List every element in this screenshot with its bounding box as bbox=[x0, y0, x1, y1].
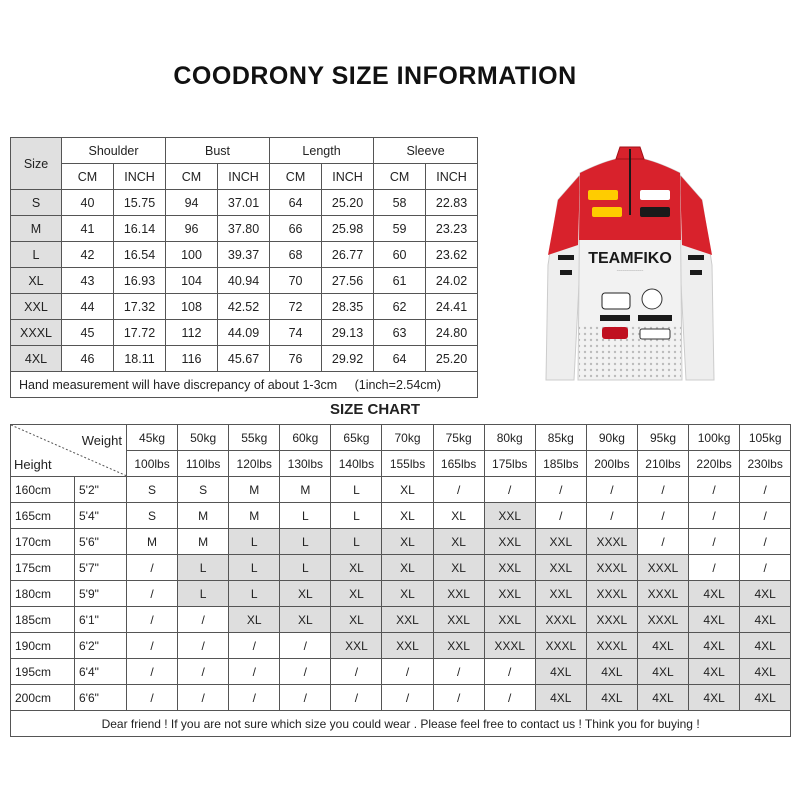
height-ft-cell: 5'2" bbox=[75, 477, 127, 503]
measurement-cell: 63 bbox=[374, 320, 426, 346]
weight-lbs-header: 165lbs bbox=[433, 451, 484, 477]
measurement-cell: 29.92 bbox=[322, 346, 374, 372]
size-row bbox=[11, 242, 478, 268]
size-label-cell: XXXL bbox=[11, 320, 62, 346]
measurement-cell: 22.83 bbox=[426, 190, 478, 216]
measurement-cell: 72 bbox=[270, 294, 322, 320]
size-row bbox=[11, 268, 478, 294]
size-label-cell: XL bbox=[11, 268, 62, 294]
size-recommendation-cell: / bbox=[740, 529, 791, 555]
height-ft-cell: 6'2" bbox=[75, 633, 127, 659]
weight-lbs-header: 230lbs bbox=[740, 451, 791, 477]
height-ft-cell: 6'1" bbox=[75, 607, 127, 633]
measurement-cell: 16.14 bbox=[114, 216, 166, 242]
measurement-cell: 45.67 bbox=[218, 346, 270, 372]
measurement-cell: 60 bbox=[374, 242, 426, 268]
size-info-table bbox=[10, 137, 478, 398]
size-recommendation-cell: XXL bbox=[382, 633, 433, 659]
measurement-cell: 44.09 bbox=[218, 320, 270, 346]
height-cm-cell: 165cm bbox=[11, 503, 75, 529]
size-recommendation-cell: / bbox=[535, 503, 586, 529]
size-recommendation-cell: / bbox=[127, 659, 178, 685]
size-recommendation-cell: XXL bbox=[433, 607, 484, 633]
size-recommendation-cell: 4XL bbox=[586, 659, 637, 685]
size-recommendation-cell: / bbox=[535, 477, 586, 503]
measurement-cell: 23.62 bbox=[426, 242, 478, 268]
jersey-brand: TEAMFIKO bbox=[588, 250, 672, 267]
size-recommendation-cell: L bbox=[280, 503, 331, 529]
size-label-cell: M bbox=[11, 216, 62, 242]
measurement-cell: 76 bbox=[270, 346, 322, 372]
size-recommendation-cell: 4XL bbox=[740, 659, 791, 685]
size-recommendation-cell: / bbox=[178, 633, 229, 659]
measurement-cell: 74 bbox=[270, 320, 322, 346]
size-recommendation-cell: XXL bbox=[382, 607, 433, 633]
size-recommendation-cell: XL bbox=[433, 529, 484, 555]
measurement-cell: 108 bbox=[166, 294, 218, 320]
height-cm-cell: 190cm bbox=[11, 633, 75, 659]
height-row bbox=[11, 633, 791, 659]
size-row bbox=[11, 294, 478, 320]
size-recommendation-cell: L bbox=[280, 529, 331, 555]
height-cm-cell: 180cm bbox=[11, 581, 75, 607]
size-recommendation-cell: / bbox=[229, 685, 280, 711]
unit-header: CM bbox=[62, 164, 114, 190]
measurement-cell: 26.77 bbox=[322, 242, 374, 268]
size-recommendation-cell: / bbox=[637, 503, 688, 529]
unit-header-row bbox=[11, 164, 478, 190]
height-cm-cell: 200cm bbox=[11, 685, 75, 711]
height-cm-cell: 185cm bbox=[11, 607, 75, 633]
size-recommendation-cell: 4XL bbox=[689, 633, 740, 659]
size-recommendation-cell: / bbox=[178, 659, 229, 685]
measurement-cell: 18.11 bbox=[114, 346, 166, 372]
size-recommendation-cell: / bbox=[127, 607, 178, 633]
size-recommendation-cell: / bbox=[689, 503, 740, 529]
measurement-cell: 64 bbox=[374, 346, 426, 372]
weight-height-corner bbox=[11, 425, 127, 477]
size-chart-table bbox=[10, 424, 791, 737]
measure-group-header: Sleeve bbox=[374, 138, 478, 164]
footer-row bbox=[11, 711, 791, 737]
measurement-cell: 24.02 bbox=[426, 268, 478, 294]
size-recommendation-cell: / bbox=[637, 529, 688, 555]
size-label-cell: XXL bbox=[11, 294, 62, 320]
size-recommendation-cell: / bbox=[740, 503, 791, 529]
size-recommendation-cell: XXXL bbox=[535, 607, 586, 633]
weight-lbs-header: 140lbs bbox=[331, 451, 382, 477]
size-recommendation-cell: / bbox=[484, 685, 535, 711]
size-recommendation-cell: / bbox=[484, 477, 535, 503]
measurement-cell: 59 bbox=[374, 216, 426, 242]
size-recommendation-cell: / bbox=[229, 633, 280, 659]
measurement-cell: 29.13 bbox=[322, 320, 374, 346]
weight-kg-header: 90kg bbox=[586, 425, 637, 451]
measurement-cell: 42.52 bbox=[218, 294, 270, 320]
measurement-cell: 45 bbox=[62, 320, 114, 346]
size-recommendation-cell: XL bbox=[433, 503, 484, 529]
measurement-cell: 62 bbox=[374, 294, 426, 320]
measurement-cell: 39.37 bbox=[218, 242, 270, 268]
size-row bbox=[11, 346, 478, 372]
size-recommendation-cell: 4XL bbox=[637, 633, 688, 659]
measurement-cell: 24.41 bbox=[426, 294, 478, 320]
measurement-cell: 44 bbox=[62, 294, 114, 320]
weight-lbs-header: 120lbs bbox=[229, 451, 280, 477]
size-recommendation-cell: XXL bbox=[535, 555, 586, 581]
measurement-cell: 100 bbox=[166, 242, 218, 268]
size-recommendation-cell: XXL bbox=[535, 581, 586, 607]
size-recommendation-cell: XL bbox=[382, 555, 433, 581]
size-recommendation-cell: L bbox=[178, 581, 229, 607]
size-recommendation-cell: L bbox=[280, 555, 331, 581]
size-recommendation-cell: 4XL bbox=[689, 685, 740, 711]
spacer bbox=[337, 378, 354, 392]
size-recommendation-cell: XL bbox=[331, 555, 382, 581]
measurement-cell: 25.20 bbox=[322, 190, 374, 216]
weight-lbs-row bbox=[11, 451, 791, 477]
height-row bbox=[11, 477, 791, 503]
size-recommendation-cell: 4XL bbox=[535, 659, 586, 685]
weight-kg-header: 85kg bbox=[535, 425, 586, 451]
size-recommendation-cell: XXXL bbox=[637, 607, 688, 633]
size-row bbox=[11, 216, 478, 242]
size-recommendation-cell: M bbox=[178, 529, 229, 555]
size-recommendation-cell: XXXL bbox=[586, 607, 637, 633]
weight-lbs-header: 130lbs bbox=[280, 451, 331, 477]
measurement-cell: 28.35 bbox=[322, 294, 374, 320]
size-recommendation-cell: S bbox=[178, 477, 229, 503]
height-cm-cell: 175cm bbox=[11, 555, 75, 581]
height-row bbox=[11, 555, 791, 581]
note-row bbox=[11, 372, 478, 398]
weight-kg-header: 105kg bbox=[740, 425, 791, 451]
size-recommendation-cell: XL bbox=[331, 607, 382, 633]
unit-header: CM bbox=[166, 164, 218, 190]
height-row bbox=[11, 529, 791, 555]
measure-group-header: Length bbox=[270, 138, 374, 164]
unit-header: CM bbox=[270, 164, 322, 190]
size-recommendation-cell: / bbox=[178, 607, 229, 633]
measurement-cell: 40 bbox=[62, 190, 114, 216]
size-recommendation-cell: M bbox=[229, 477, 280, 503]
size-chart-title: SIZE CHART bbox=[330, 401, 420, 418]
measurement-cell: 112 bbox=[166, 320, 218, 346]
footer-message: Dear friend ! If you are not sure which size you could wear . Please feel free to contact us ! Think you for buying ! bbox=[11, 711, 791, 737]
unit-header: INCH bbox=[114, 164, 166, 190]
height-ft-cell: 5'7" bbox=[75, 555, 127, 581]
weight-kg-header: 50kg bbox=[178, 425, 229, 451]
size-recommendation-cell: L bbox=[331, 477, 382, 503]
page-title: COODRONY SIZE INFORMATION bbox=[173, 62, 577, 90]
size-recommendation-cell: / bbox=[127, 581, 178, 607]
size-recommendation-cell: XL bbox=[382, 477, 433, 503]
weight-lbs-header: 175lbs bbox=[484, 451, 535, 477]
size-recommendation-cell: M bbox=[280, 477, 331, 503]
size-label-cell: S bbox=[11, 190, 62, 216]
size-recommendation-cell: XXL bbox=[331, 633, 382, 659]
weight-lbs-header: 185lbs bbox=[535, 451, 586, 477]
size-recommendation-cell: XL bbox=[331, 581, 382, 607]
weight-kg-header: 95kg bbox=[637, 425, 688, 451]
measurement-cell: 17.32 bbox=[114, 294, 166, 320]
weight-kg-header: 80kg bbox=[484, 425, 535, 451]
size-recommendation-cell: / bbox=[689, 477, 740, 503]
height-row bbox=[11, 607, 791, 633]
height-cm-cell: 195cm bbox=[11, 659, 75, 685]
size-recommendation-cell: / bbox=[127, 555, 178, 581]
size-recommendation-cell: / bbox=[433, 659, 484, 685]
size-recommendation-cell: XXXL bbox=[586, 633, 637, 659]
unit-header: INCH bbox=[218, 164, 270, 190]
measurement-cell: 27.56 bbox=[322, 268, 374, 294]
size-recommendation-cell: XXXL bbox=[586, 581, 637, 607]
measurement-note-cell bbox=[11, 372, 478, 398]
weight-kg-header: 70kg bbox=[382, 425, 433, 451]
size-recommendation-cell: 4XL bbox=[535, 685, 586, 711]
height-row bbox=[11, 503, 791, 529]
measurement-cell: 104 bbox=[166, 268, 218, 294]
measurement-cell: 64 bbox=[270, 190, 322, 216]
unit-header: INCH bbox=[322, 164, 374, 190]
size-recommendation-cell: / bbox=[331, 685, 382, 711]
measurement-cell: 16.54 bbox=[114, 242, 166, 268]
size-recommendation-cell: / bbox=[280, 685, 331, 711]
height-cm-cell: 170cm bbox=[11, 529, 75, 555]
height-row bbox=[11, 581, 791, 607]
size-recommendation-cell: 4XL bbox=[689, 607, 740, 633]
weight-lbs-header: 220lbs bbox=[689, 451, 740, 477]
measurement-cell: 46 bbox=[62, 346, 114, 372]
size-recommendation-cell: 4XL bbox=[689, 659, 740, 685]
size-recommendation-cell: / bbox=[280, 633, 331, 659]
weight-lbs-header: 155lbs bbox=[382, 451, 433, 477]
measurement-cell: 23.23 bbox=[426, 216, 478, 242]
size-recommendation-cell: M bbox=[229, 503, 280, 529]
weight-lbs-header: 210lbs bbox=[637, 451, 688, 477]
weight-kg-header: 45kg bbox=[127, 425, 178, 451]
size-recommendation-cell: M bbox=[178, 503, 229, 529]
measurement-cell: 25.20 bbox=[426, 346, 478, 372]
weight-kg-header: 65kg bbox=[331, 425, 382, 451]
height-ft-cell: 5'4" bbox=[75, 503, 127, 529]
size-recommendation-cell: / bbox=[586, 503, 637, 529]
size-recommendation-cell: 4XL bbox=[586, 685, 637, 711]
weight-kg-header: 75kg bbox=[433, 425, 484, 451]
size-recommendation-cell: L bbox=[229, 529, 280, 555]
size-recommendation-cell: XXL bbox=[484, 555, 535, 581]
size-recommendation-cell: / bbox=[229, 659, 280, 685]
size-recommendation-cell: 4XL bbox=[637, 659, 688, 685]
size-recommendation-cell: L bbox=[331, 503, 382, 529]
size-recommendation-cell: L bbox=[229, 555, 280, 581]
size-recommendation-cell: / bbox=[637, 477, 688, 503]
measure-group-header: Shoulder bbox=[62, 138, 166, 164]
weight-label: Weight bbox=[81, 433, 122, 448]
measurement-cell: 68 bbox=[270, 242, 322, 268]
size-recommendation-cell: XXL bbox=[484, 581, 535, 607]
size-label-cell: L bbox=[11, 242, 62, 268]
unit-header: INCH bbox=[426, 164, 478, 190]
measurement-cell: 58 bbox=[374, 190, 426, 216]
size-recommendation-cell: / bbox=[178, 685, 229, 711]
height-ft-cell: 6'4" bbox=[75, 659, 127, 685]
size-recommendation-cell: / bbox=[740, 477, 791, 503]
size-recommendation-cell: / bbox=[586, 477, 637, 503]
size-recommendation-cell: 4XL bbox=[740, 607, 791, 633]
size-recommendation-cell: 4XL bbox=[740, 633, 791, 659]
size-recommendation-cell: XXL bbox=[433, 633, 484, 659]
size-recommendation-cell: / bbox=[127, 685, 178, 711]
size-recommendation-cell: XXXL bbox=[586, 529, 637, 555]
size-recommendation-cell: / bbox=[740, 555, 791, 581]
weight-kg-row bbox=[11, 425, 791, 451]
size-recommendation-cell: 4XL bbox=[740, 685, 791, 711]
size-recommendation-cell: / bbox=[382, 659, 433, 685]
size-recommendation-cell: 4XL bbox=[689, 581, 740, 607]
weight-kg-header: 55kg bbox=[229, 425, 280, 451]
weight-lbs-header: 200lbs bbox=[586, 451, 637, 477]
measurement-cell: 40.94 bbox=[218, 268, 270, 294]
size-recommendation-cell: / bbox=[382, 685, 433, 711]
size-recommendation-cell: XXL bbox=[484, 529, 535, 555]
size-recommendation-cell: S bbox=[127, 477, 178, 503]
measurement-cell: 70 bbox=[270, 268, 322, 294]
size-recommendation-cell: / bbox=[433, 477, 484, 503]
height-row bbox=[11, 659, 791, 685]
size-recommendation-cell: / bbox=[280, 659, 331, 685]
measure-group-header: Bust bbox=[166, 138, 270, 164]
weight-lbs-header: 110lbs bbox=[178, 451, 229, 477]
unit-header: CM bbox=[374, 164, 426, 190]
measurement-cell: 15.75 bbox=[114, 190, 166, 216]
size-recommendation-cell: / bbox=[433, 685, 484, 711]
measurement-cell: 25.98 bbox=[322, 216, 374, 242]
measurement-cell: 61 bbox=[374, 268, 426, 294]
size-recommendation-cell: XL bbox=[433, 555, 484, 581]
height-ft-cell: 6'6" bbox=[75, 685, 127, 711]
size-recommendation-cell: XL bbox=[382, 529, 433, 555]
size-recommendation-cell: L bbox=[229, 581, 280, 607]
size-recommendation-cell: XL bbox=[229, 607, 280, 633]
size-recommendation-cell: 4XL bbox=[740, 581, 791, 607]
measurement-cell: 66 bbox=[270, 216, 322, 242]
measurement-cell: 42 bbox=[62, 242, 114, 268]
size-label-cell: 4XL bbox=[11, 346, 62, 372]
size-column-header: Size bbox=[11, 138, 62, 190]
height-row bbox=[11, 685, 791, 711]
measurement-cell: 94 bbox=[166, 190, 218, 216]
jersey-image bbox=[540, 145, 720, 385]
measurement-cell: 37.01 bbox=[218, 190, 270, 216]
size-recommendation-cell: XL bbox=[280, 607, 331, 633]
size-recommendation-cell: / bbox=[484, 659, 535, 685]
measurement-cell: 43 bbox=[62, 268, 114, 294]
weight-lbs-header: 100lbs bbox=[127, 451, 178, 477]
height-ft-cell: 5'9" bbox=[75, 581, 127, 607]
size-recommendation-cell: XL bbox=[382, 581, 433, 607]
size-recommendation-cell: XXL bbox=[433, 581, 484, 607]
size-recommendation-cell: L bbox=[331, 529, 382, 555]
measurement-cell: 96 bbox=[166, 216, 218, 242]
measurement-cell: 37.80 bbox=[218, 216, 270, 242]
size-recommendation-cell: / bbox=[331, 659, 382, 685]
size-recommendation-cell: XXL bbox=[484, 607, 535, 633]
size-recommendation-cell: XXXL bbox=[637, 581, 688, 607]
size-recommendation-cell: XXXL bbox=[535, 633, 586, 659]
size-recommendation-cell: M bbox=[127, 529, 178, 555]
height-ft-cell: 5'6" bbox=[75, 529, 127, 555]
measurement-note: Hand measurement will have discrepancy of about 1-3cm bbox=[19, 377, 338, 392]
size-recommendation-cell: S bbox=[127, 503, 178, 529]
measurement-cell: 116 bbox=[166, 346, 218, 372]
height-cm-cell: 160cm bbox=[11, 477, 75, 503]
measurement-cell: 24.80 bbox=[426, 320, 478, 346]
size-recommendation-cell: XXXL bbox=[484, 633, 535, 659]
height-label: Height bbox=[14, 457, 52, 472]
size-recommendation-cell: / bbox=[689, 555, 740, 581]
size-recommendation-cell: XXL bbox=[535, 529, 586, 555]
size-recommendation-cell: / bbox=[127, 633, 178, 659]
weight-kg-header: 100kg bbox=[689, 425, 740, 451]
size-recommendation-cell: XL bbox=[382, 503, 433, 529]
size-recommendation-cell: XXXL bbox=[586, 555, 637, 581]
size-recommendation-cell: XXL bbox=[484, 503, 535, 529]
measurement-cell: 41 bbox=[62, 216, 114, 242]
size-row bbox=[11, 320, 478, 346]
measurement-cell: 17.72 bbox=[114, 320, 166, 346]
measurement-cell: 16.93 bbox=[114, 268, 166, 294]
svg-text:~~~~~~~~~~~~~: ~~~~~~~~~~~~~ bbox=[616, 269, 644, 273]
size-recommendation-cell: XXXL bbox=[637, 555, 688, 581]
size-recommendation-cell: 4XL bbox=[637, 685, 688, 711]
size-recommendation-cell: / bbox=[689, 529, 740, 555]
size-recommendation-cell: L bbox=[178, 555, 229, 581]
size-header-row bbox=[11, 138, 478, 164]
conversion-note: (1inch=2.54cm) bbox=[354, 377, 442, 392]
weight-kg-header: 60kg bbox=[280, 425, 331, 451]
size-recommendation-cell: XL bbox=[280, 581, 331, 607]
size-row bbox=[11, 190, 478, 216]
